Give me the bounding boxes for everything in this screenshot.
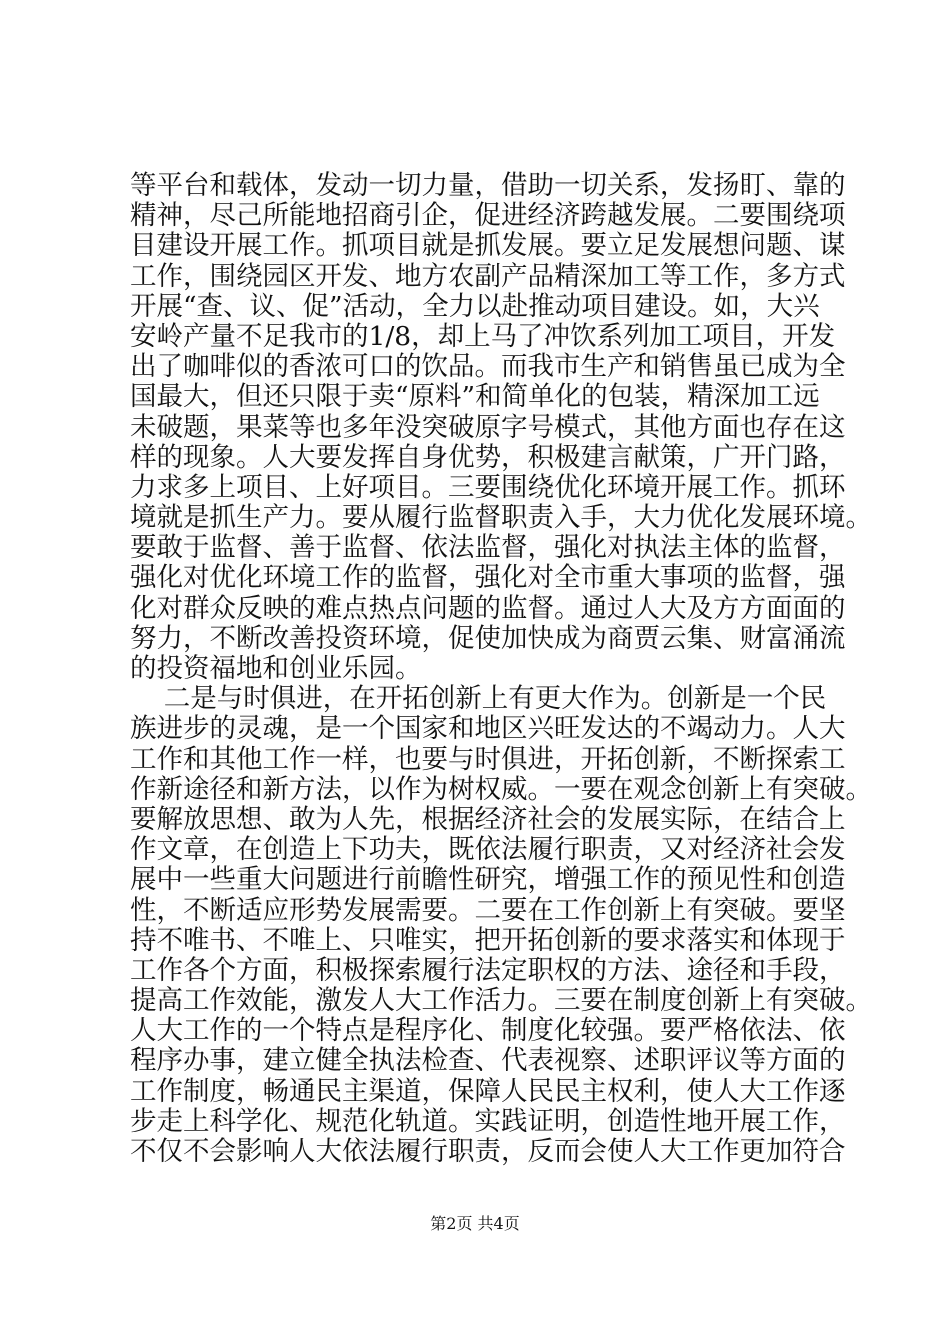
text-line: 精神，尽己所能地招商引企，促进经济跨越发展。二要围绕项 [130,200,846,232]
text-line: 程序办事，建立健全执法检查、代表视察、述职评议等方面的 [130,1045,846,1077]
text-line: 工作制度，畅通民主渠道，保障人民民主权利，使人大工作逐 [130,1075,846,1107]
text-line: 国最大，但还只限于卖“原料”和简单化的包装，精深加工远 [130,381,820,413]
page-number: 第2页 共4页 [430,1214,520,1233]
text-line: 提高工作效能，激发人大工作活力。三要在制度创新上有突破。 [130,985,872,1017]
text-line: 安岭产量不足我市的1/8，却上马了冲饮系列加工项目，开发 [130,320,836,352]
text-line: 持不唯书、不唯上、只唯实，把开拓创新的要求落实和体现于 [130,924,846,956]
text-line: 步走上科学化、规范化轨道。实践证明，创造性地开展工作， [130,1105,846,1137]
text-line: 作新途径和新方法，以作为树权威。一要在观念创新上有突破。 [130,773,872,805]
text-line: 出了咖啡似的香浓可口的饮品。而我市生产和销售虽已成为全 [130,351,846,383]
text-line: 目建设开展工作。抓项目就是抓发展。要立足发展想问题、谋 [130,230,846,262]
text-line: 强化对优化环境工作的监督，强化对全市重大事项的监督，强 [130,562,846,594]
text-line: 人大工作的一个特点是程序化、制度化较强。要严格依法、依 [130,1015,846,1047]
text-line: 不仅不会影响人大依法履行职责，反而会使人大工作更加符合 [130,1136,846,1167]
text-line: 要解放思想、敢为人先，根据经济社会的发展实际，在结合上 [130,803,846,835]
text-line: 工作各个方面，积极探索履行法定职权的方法、途径和手段， [130,954,846,986]
text-line: 样的现象。人大要发挥自身优势，积极建言献策，广开门路， [130,441,846,473]
text-line: 境就是抓生产力。要从履行监督职责入手，大力优化发展环境。 [130,502,872,534]
text-line: 要敢于监督、善于监督、依法监督，强化对执法主体的监督， [130,532,846,564]
text-line: 力求多上项目、上好项目。三要围绕优化环境开展工作。抓环 [130,471,846,503]
text-line: 等平台和载体，发动一切力量，借助一切关系，发扬盯、靠的 [130,170,846,201]
text-line: 族进步的灵魂，是一个国家和地区兴旺发达的不竭动力。人大 [130,713,846,745]
text-line: 展中一些重大问题进行前瞻性研究，增强工作的预见性和创造 [130,864,846,896]
page-footer [0,1214,950,1234]
text-line: 未破题，果菜等也多年没突破原字号模式，其他方面也存在这 [130,411,846,443]
text-line: 化对群众反映的难点热点问题的监督。通过人大及方方面面的 [130,592,846,624]
body-text [130,170,872,1167]
text-line: 工作，围绕园区开发、地方农副产品精深加工等工作，多方式 [130,260,846,292]
text-line: 二是与时俱进，在开拓创新上有更大作为。创新是一个民 [130,683,827,715]
text-line: 的投资福地和创业乐园。 [130,653,422,684]
text-line: 作文章，在创造上下功夫，既依法履行职责，又对经济社会发 [130,834,846,866]
text-line: 开展“查、议、促”活动，全力以赴推动项目建设。如，大兴 [130,290,820,322]
text-line: 努力，不断改善投资环境，促使加快成为商贾云集、财富涌流 [130,622,846,654]
text-line: 性，不断适应形势发展需要。二要在工作创新上有突破。要坚 [130,894,846,926]
text-line: 工作和其他工作一样，也要与时俱进，开拓创新，不断探索工 [130,743,846,775]
